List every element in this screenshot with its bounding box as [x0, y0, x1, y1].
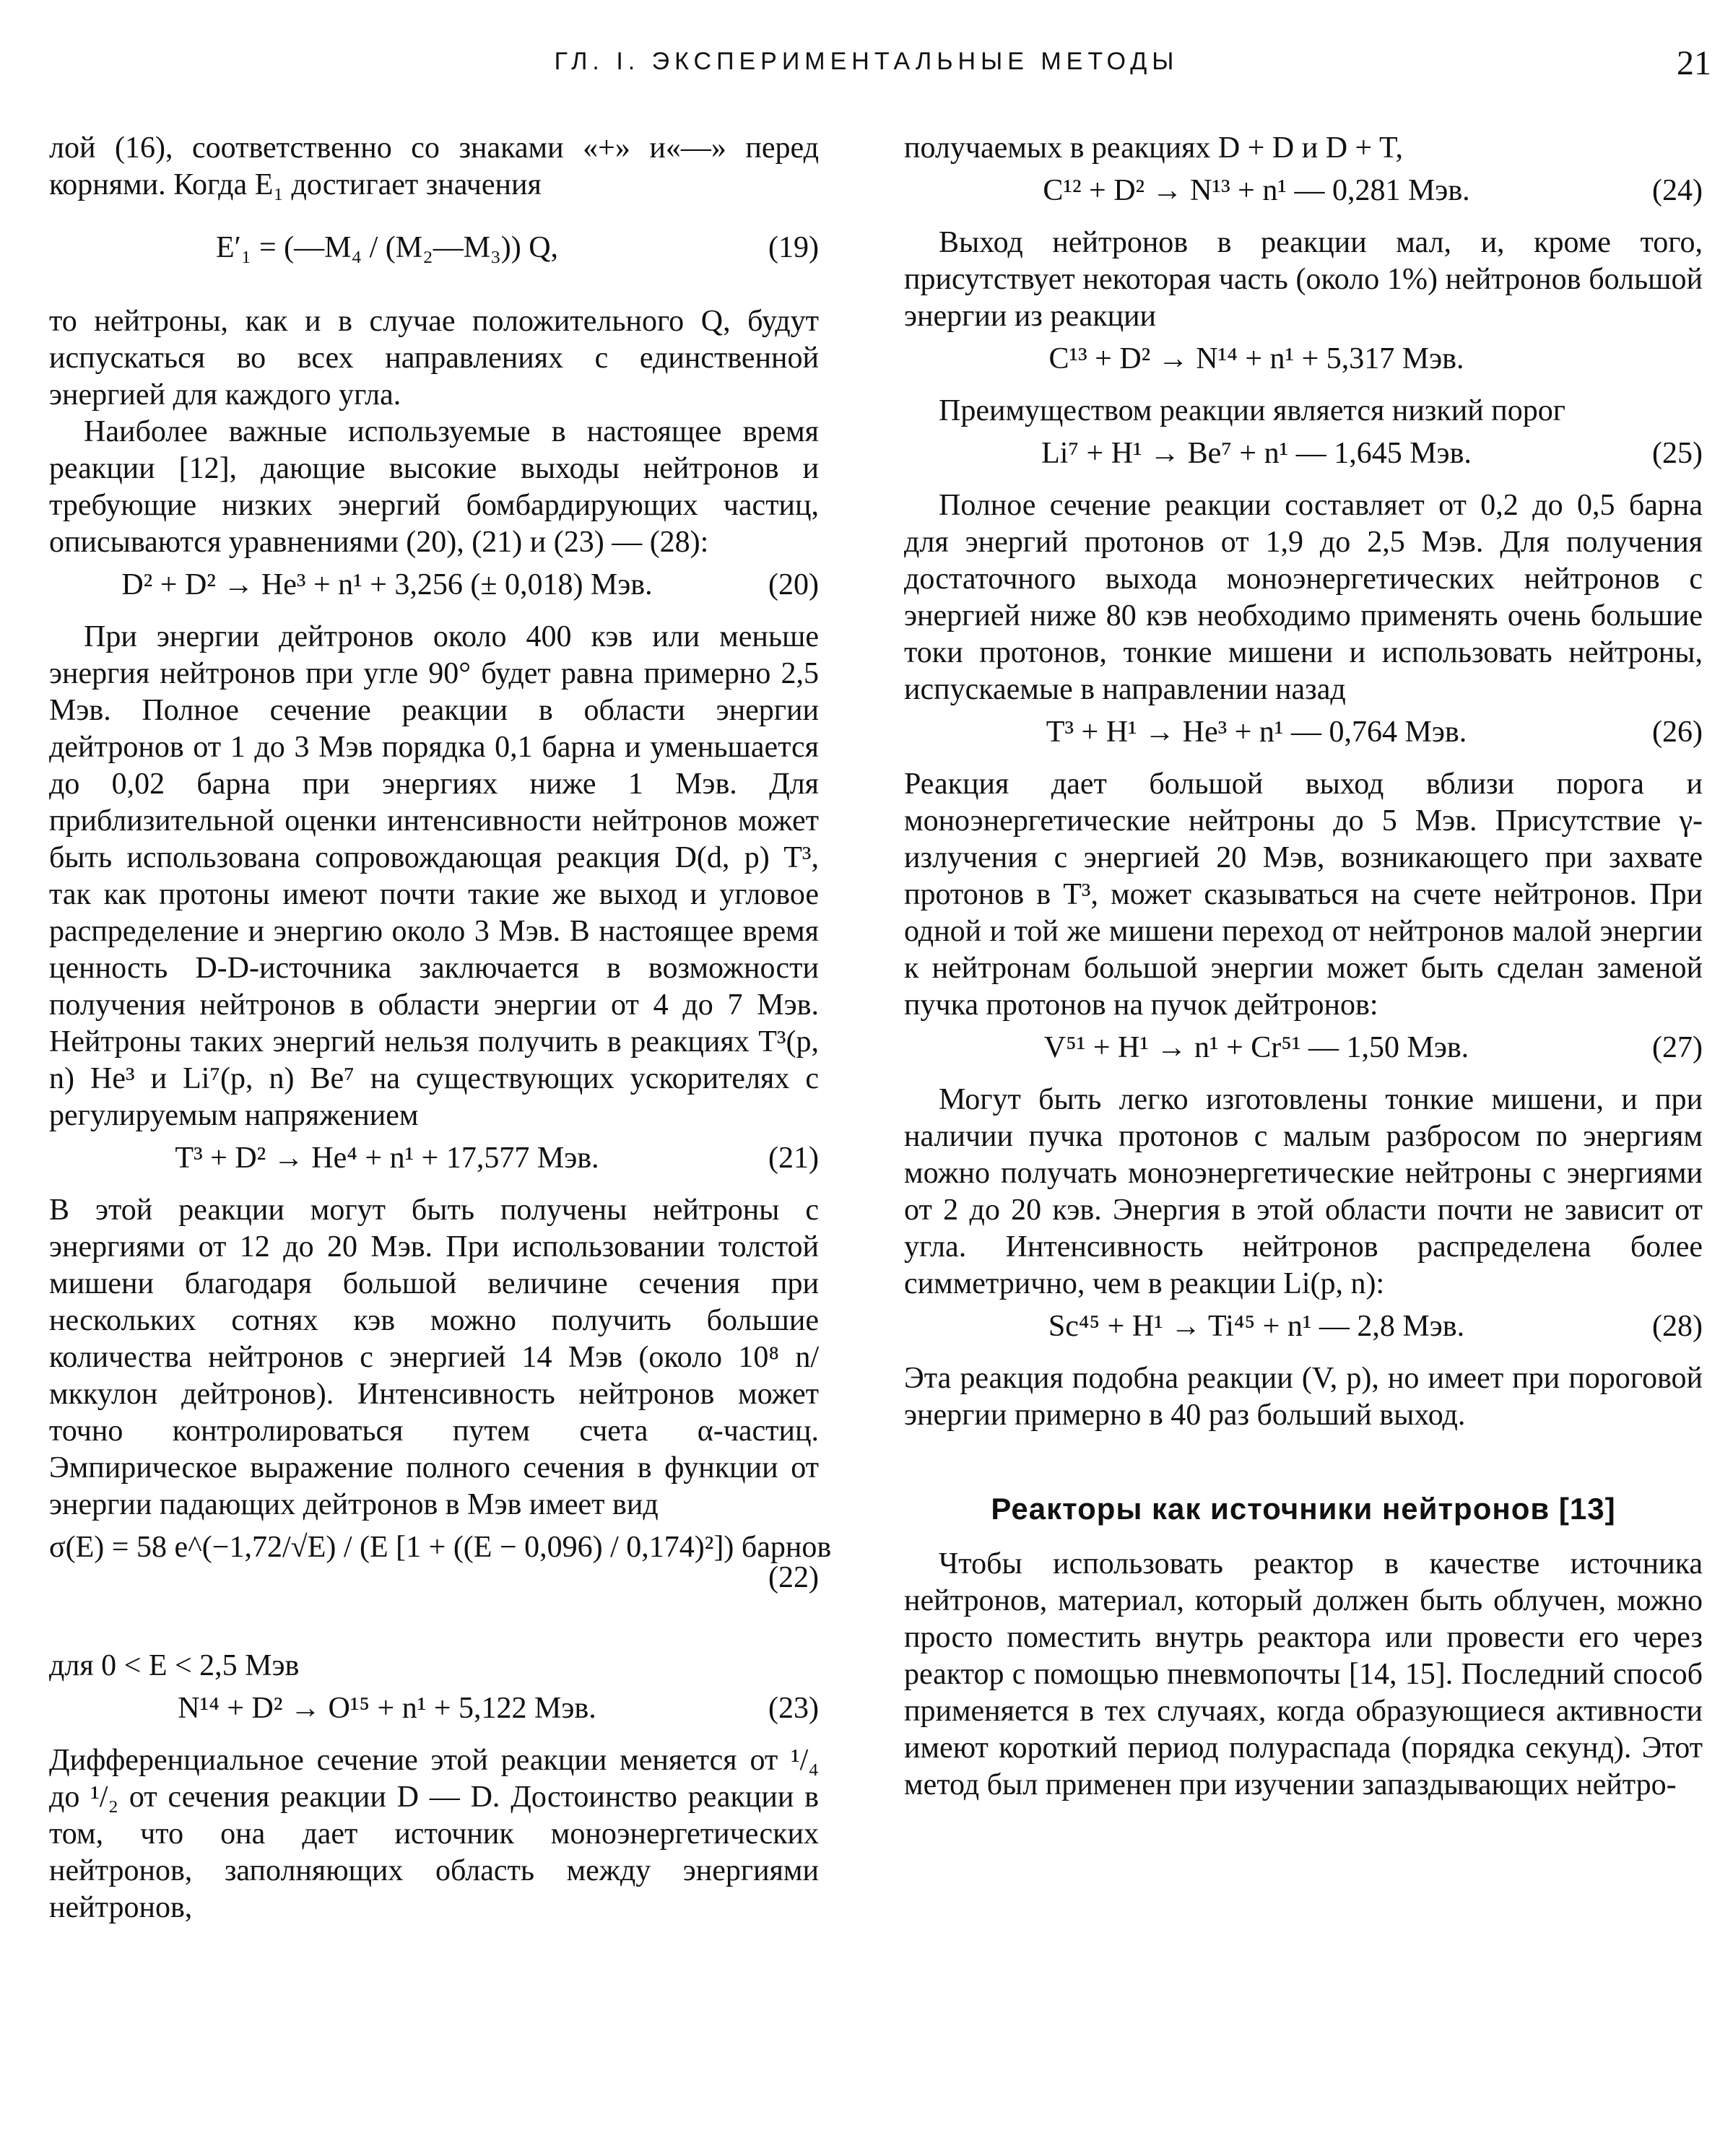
equation-number: (24) — [1652, 174, 1703, 207]
equation-body: C¹² + D² → N¹³ + n¹ — 0,281 Мэв. — [1043, 174, 1470, 207]
equation — [49, 1140, 819, 1182]
equation-number: (27) — [1652, 1031, 1703, 1064]
equation-body: T³ + H¹ → He³ + n¹ — 0,764 Мэв. — [1046, 716, 1467, 749]
equation — [49, 209, 819, 293]
equation-body: V⁵¹ + H¹ → n¹ + Cr⁵¹ — 1,50 Мэв. — [1043, 1031, 1469, 1064]
equation-number: (20) — [768, 568, 819, 601]
paragraph: Преимуществом реакции является низкий порог — [939, 394, 1565, 427]
equation-body: Sc⁴⁵ + H¹ → Ti⁴⁵ + n¹ — 2,8 Мэв. — [1048, 1310, 1465, 1343]
equation — [904, 435, 1703, 477]
paragraph: то нейтроны, как и в случае положительного Q, будут испускаться во всех направлениях с единственной энергией для каждого угла. — [49, 305, 819, 412]
equation — [49, 1690, 819, 1732]
paragraph: для 0 < E < 2,5 Мэв — [49, 1649, 300, 1682]
equation-body: C¹³ + D² → N¹⁴ + n¹ + 5,317 Мэв. — [1048, 342, 1464, 375]
running-title: ГЛ. I. ЭКСПЕРИМЕНТАЛЬНЫЕ МЕТОДЫ — [554, 48, 1179, 75]
paragraph: Реакция дает большой выход вблизи порога и моноэнергетические нейтроны до 5 Мэв. Присутствие γ-излучения с энергией 20 Мэв, возникающего при захвате протонов в T³, может сказываться на счете нейтронов. При одной и той же мишени переход от нейтронов малой энергии к нейтронам большой энергии может быть сделан заменой пучка протонов на пучок дейтронов: — [904, 768, 1703, 1022]
equation-number: (21) — [768, 1142, 819, 1175]
equation — [904, 341, 1703, 383]
equation — [904, 1030, 1703, 1072]
equation-number: (23) — [768, 1692, 819, 1725]
equation — [49, 1529, 832, 1638]
paragraph: При энергии дейтронов около 400 кэв или меньше энергия нейтронов при угле 90° будет равна примерно 2,5 Мэв. Полное сечение реакции в области энергии дейтронов от 1 до 3 Мэв порядка 0,1 барна и уменьшается до 0,02 барна при энергиях ниже 1 Мэв. Для приблизительной оценки интенсивности нейтронов может быть использована сопровождающая реакция D(d, p) T³, так как протоны имеют почти такие же выход и угловое распределение и энергию около 3 Мэв. В настоящее время ценность D-D-источника заключается в возможности получения нейтронов в области энергии от 4 до 7 Мэв. Нейтроны таких энергий нельзя получить в реакциях T³(p, n) He³ и Li⁷(p, n) Be⁷ на существующих ускорителях с регулируемым напряжением — [49, 620, 819, 1132]
right-column — [904, 130, 1703, 1804]
paragraph: Чтобы использовать реактор в качестве источника нейтронов, материал, который должен быть облучен, можно просто поместить внутрь реактора или провести его через реактор с помощью пневмопочты [14, 15]. Последний способ применяется в тех случаях, когда образующиеся активности имеют короткий период полураспада (порядка секунд). Этот метод был применен при изучении запаздывающих нейтро- — [904, 1547, 1703, 1801]
paragraph: Могут быть легко изготовлены тонкие мишени, и при наличии пучка протонов с малым разбросом по энергиям можно получать моноэнергетические нейтроны с энергиями от 2 до 20 кэв. Энергия в этой области почти не зависит от угла. Интенсивность нейтронов распределена более симметрично, чем в реакции Li(p, n): — [904, 1083, 1703, 1300]
equation-body: D² + D² → He³ + n¹ + 3,256 (± 0,018) Мэв. — [121, 568, 653, 601]
equation — [904, 1308, 1703, 1350]
equation-number: (22) — [768, 1561, 819, 1594]
page-number: 21 — [1677, 44, 1711, 82]
equation-number: (19) — [768, 231, 819, 264]
equation — [904, 714, 1703, 756]
equation-number: (28) — [1652, 1310, 1703, 1343]
equation-body: N¹⁴ + D² → O¹⁵ + n¹ + 5,122 Мэв. — [178, 1692, 596, 1725]
page-header — [0, 43, 1733, 87]
paragraph: В этой реакции могут быть получены нейтроны с энергиями от 12 до 20 Мэв. При использовании толстой мишени благодаря большой величине сечения при нескольких сотнях кэв можно получить большие количества нейтронов с энергией 14 Мэв (около 10⁸ n/мккулон дейтронов). Интенсивность нейтронов может точно контролироваться путем счета α-частиц. Эмпирическое выражение полного сечения в функции от энергии падающих дейтронов в Мэв имеет вид — [49, 1194, 819, 1521]
equation-body: σ(E) = 58 e^(−1,72/√E) / (E [1 + ((E − 0,096) / 0,174)²]) барнов — [49, 1531, 832, 1564]
paragraph: Выход нейтронов в реакции мал, и, кроме того, присутствует некоторая часть (около 1%) нейтронов большой энергии из реакции — [904, 226, 1703, 333]
equation-body: E′₁ = (—M₄ / (M₂—M₃)) Q, — [215, 231, 559, 264]
paragraph: Наиболее важные используемые в настоящее время реакции [12], дающие высокие выходы нейтронов и требующие низких энергий бомбардирующих частиц, описываются уравнениями (20), (21) и (23) — (28): — [49, 415, 819, 559]
paragraph: Дифференциальное сечение этой реакции меняется от ¹/₄ до ¹/₂ от сечения реакции D — D. Достоинство реакции в том, что она дает источник моноэнергетических нейтронов, заполняющих область между энергиями нейтронов, — [49, 1744, 819, 1924]
section-heading: Реакторы как источники нейтронов [13] — [991, 1492, 1616, 1526]
equation — [904, 173, 1703, 214]
equation — [49, 567, 819, 609]
paragraph: получаемых в реакциях D + D и D + T, — [904, 131, 1404, 165]
equation-number: (26) — [1652, 716, 1703, 749]
equation-body: T³ + D² → He⁴ + n¹ + 17,577 Мэв. — [175, 1142, 599, 1175]
paragraph: лой (16), соответственно со знаками «+» и«—» перед корнями. Когда E₁ достигает значения — [49, 131, 819, 201]
left-column — [49, 130, 832, 1926]
equation-number: (25) — [1652, 437, 1703, 470]
paragraph: Эта реакция подобна реакции (V, p), но имеет при пороговой энергии примерно в 40 раз больший выход. — [904, 1362, 1703, 1432]
paragraph: Полное сечение реакции составляет от 0,2 до 0,5 барна для энергий протонов от 1,9 до 2,5 Мэв. Для получения достаточного выхода моноэнергетических нейтронов с энергией ниже 80 кэв необходимо применять очень большие токи протонов, тонкие мишени и использовать нейтроны, испускаемые в направлении назад — [904, 489, 1703, 706]
equation-body: Li⁷ + H¹ → Be⁷ + n¹ — 1,645 Мэв. — [1041, 437, 1472, 470]
